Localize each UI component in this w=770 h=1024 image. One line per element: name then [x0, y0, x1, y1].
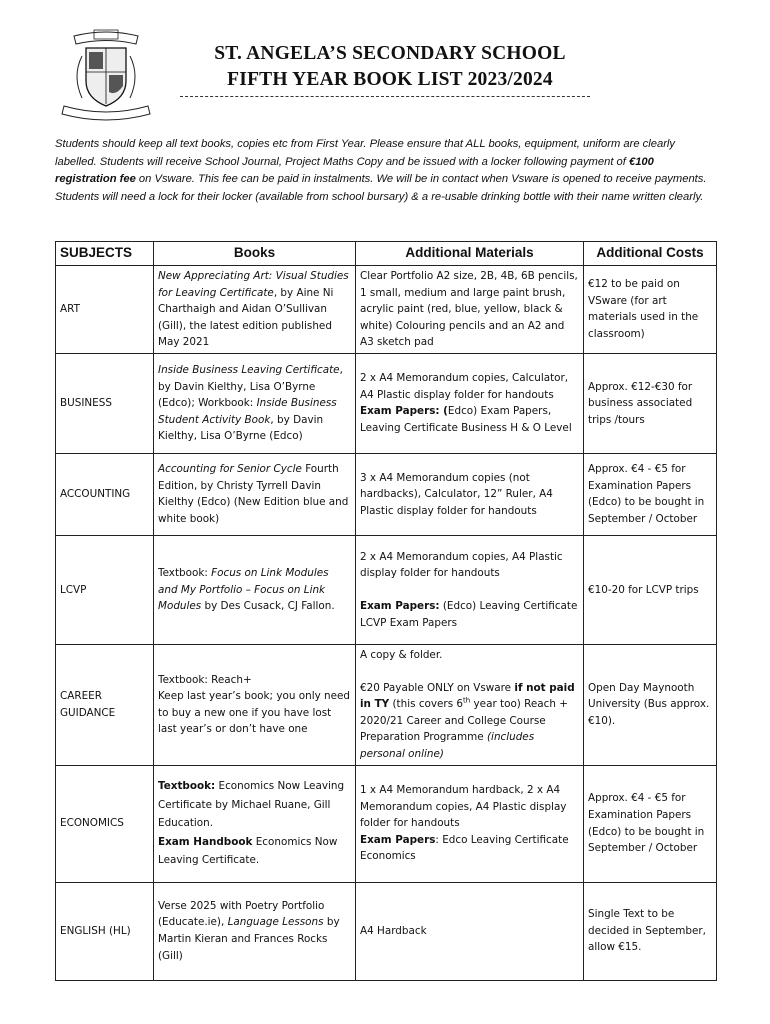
- books-cell: [154, 266, 356, 354]
- payment-condition: if not paid in TY: [360, 681, 575, 711]
- table-row: [56, 266, 717, 354]
- costs-cell: €12 to be paid on VSware (for art materials used in the classroom): [584, 266, 717, 354]
- costs-cell: Single Text to be decided in September, allow €15.: [584, 882, 717, 980]
- programme-note: (includes personal online): [360, 731, 535, 760]
- payment-note: (this covers 6: [389, 698, 464, 711]
- subject-cell: LCVP: [56, 535, 154, 644]
- table-row: [56, 535, 717, 644]
- book-details: by Martin Kieran and Frances Rocks (Gill): [158, 916, 340, 962]
- table-row: [56, 765, 717, 882]
- registration-fee: €100 registration fee: [55, 155, 654, 186]
- table-row: [56, 882, 717, 980]
- book-list-table: [55, 241, 717, 981]
- book-details: Fourth Edition, by Christy Tyrrell Davin Kielthy (Edco) (New Edition blue and white book): [158, 463, 349, 526]
- ordinal-suffix: th: [463, 696, 471, 705]
- table-header-row: [56, 242, 717, 266]
- header-additional-costs: Additional Costs: [584, 242, 717, 266]
- table-row: [56, 644, 717, 765]
- materials-cell: [356, 535, 584, 644]
- materials-cell: [356, 765, 584, 882]
- workbook-label: Workbook:: [194, 397, 254, 410]
- materials-cell: 3 x A4 Memorandum copies (not hardbacks), Calculator, 12” Ruler, A4 Plastic display folder for handouts: [356, 453, 584, 535]
- book-title: New Appreciating Art: Visual Studies for Leaving Certificate: [158, 270, 349, 299]
- book-details: Keep last year’s book; you only need to buy a new one if you have lost last year’s or don’t have one: [158, 690, 350, 736]
- subject-cell: ECONOMICS: [56, 765, 154, 882]
- workbook-details: , by Davin Kielthy, Lisa O’Byrne (Edco): [158, 413, 324, 443]
- exam-papers-label: Exam Papers:: [360, 599, 440, 612]
- header-subjects: SUBJECTS: [56, 242, 154, 266]
- book-title-italic: Language Lessons: [227, 916, 324, 929]
- subject-cell: ACCOUNTING: [56, 453, 154, 535]
- exam-handbook-label: Exam Handbook: [158, 835, 253, 848]
- books-cell: [154, 535, 356, 644]
- payment-text: €20 Payable ONLY on Vsware: [360, 681, 515, 694]
- subject-cell: ART: [56, 266, 154, 354]
- exam-papers-details: : Edco Leaving Certificate Economics: [360, 833, 569, 863]
- materials-cell: [356, 644, 584, 765]
- subject-line-1: CAREER: [60, 690, 102, 703]
- table-row: [56, 453, 717, 535]
- table-row: [56, 353, 717, 453]
- intro-paragraph: [55, 136, 715, 206]
- intro-text-1: Students should keep all text books, copies etc from First Year. Please ensure that ALL books, equipment, uniform are clearly labelled. Students will receive School Journal, Project Maths Copy and be issued with a locker following payment of: [55, 138, 675, 168]
- costs-cell: Approx. €4 - €5 for Examination Papers (Edco) to be bought in September / October: [584, 765, 717, 882]
- book-details: , by Aine Ni Charthaigh and Aidan O’Sullivan (Gill), the latest edition published May 2021: [158, 286, 334, 349]
- book-title: Inside Business Leaving Certificate: [158, 363, 340, 376]
- book-title: Accounting for Senior Cycle: [158, 463, 302, 476]
- books-cell: [154, 353, 356, 453]
- school-name: ST. ANGELA’S SECONDARY SCHOOL: [214, 43, 566, 64]
- exam-handbook-details: Economics Now Leaving Certificate.: [158, 835, 338, 867]
- books-cell: [154, 453, 356, 535]
- materials-cell: Clear Portfolio A2 size, 2B, 4B, 6B pencils, 1 small, medium and large paint brush, acrylic paint (red, blue, yellow, black & white) Colouring pencils and an A2 and A3 sketch pad: [356, 266, 584, 354]
- materials-text: 1 x A4 Memorandum hardback, 2 x A4 Memorandum copies, A4 Plastic display folder for handouts: [360, 784, 567, 830]
- subject-cell: ENGLISH (HL): [56, 882, 154, 980]
- books-cell: [154, 644, 356, 765]
- textbook-label: Textbook:: [158, 780, 216, 793]
- programme-text: year too) Reach + 2020/21 Career and College Course Preparation Programme: [360, 698, 568, 744]
- book-title: Focus on Link Modules and My Portfolio – Focus on Link Modules: [158, 567, 329, 613]
- book-details: by Des Cusack, CJ Fallon.: [201, 600, 335, 613]
- book-list-title: FIFTH YEAR BOOK LIST 2023/2024: [227, 69, 553, 90]
- exam-papers-details: (Edco) Leaving Certificate LCVP Exam Papers: [360, 599, 578, 629]
- book-details: Economics Now Leaving Certificate by Michael Ruane, Gill Education.: [158, 780, 345, 830]
- subject-cell: [56, 644, 154, 765]
- materials-text: A copy & folder.: [360, 648, 443, 661]
- textbook-label: Textbook:: [158, 567, 212, 580]
- books-cell: [154, 882, 356, 980]
- materials-text: 2 x A4 Memorandum copies, Calculator, A4 Plastic display folder for handouts: [360, 372, 569, 401]
- materials-cell: A4 Hardback: [356, 882, 584, 980]
- intro-text-2: on Vsware. This fee can be paid in instalments. We will be in contact when Vsware is opened to receive payments. Students will need a lock for their locker (available from school bursary) & a re-usable drinking bottle with their name written clearly.: [55, 173, 707, 203]
- exam-papers-label: Exam Papers: [360, 833, 436, 846]
- costs-cell: €10-20 for LCVP trips: [584, 535, 717, 644]
- subject-cell: BUSINESS: [56, 353, 154, 453]
- book-title: Textbook: Reach+: [158, 673, 252, 686]
- materials-text: 2 x A4 Memorandum copies, A4 Plastic display folder for handouts: [360, 550, 563, 580]
- book-details: , by Davin Kielthy, Lisa O’Byrne (Edco);: [158, 363, 343, 410]
- books-cell: [154, 765, 356, 882]
- exam-papers-label: Exam Papers: (: [360, 405, 448, 418]
- costs-cell: Approx. €12-€30 for business associated trips /tours: [584, 353, 717, 453]
- costs-cell: Approx. €4 - €5 for Examination Papers (Edco) to be bought in September / October: [584, 453, 717, 535]
- title-divider: [180, 96, 590, 97]
- costs-cell: Open Day Maynooth University (Bus approx. €10).: [584, 644, 717, 765]
- header-books: Books: [154, 242, 356, 266]
- subject-line-2: GUIDANCE: [60, 706, 116, 719]
- exam-papers-details: Edco) Exam Papers, Leaving Certificate Business H & O Level: [360, 405, 572, 435]
- header-additional-materials: Additional Materials: [356, 242, 584, 266]
- workbook-title: Inside Business Student Activity Book: [158, 397, 337, 426]
- school-crest-icon: [56, 26, 156, 126]
- book-title: Verse 2025 with Poetry Portfolio (Educate.ie),: [158, 899, 325, 929]
- materials-cell: [356, 353, 584, 453]
